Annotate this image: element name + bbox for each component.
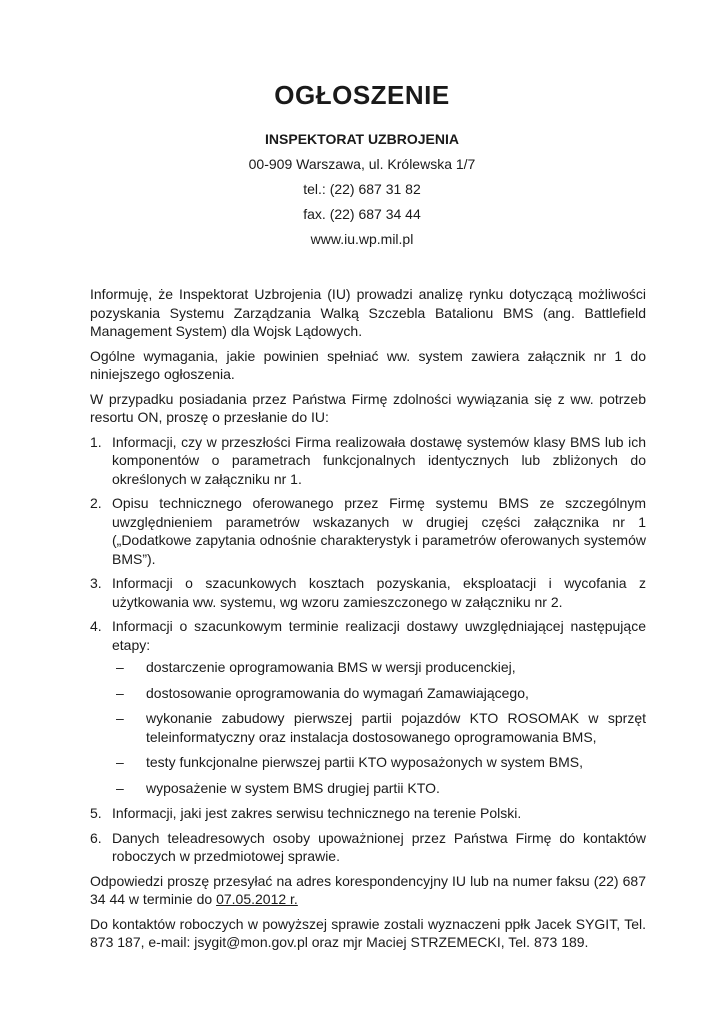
list-item	[90, 574, 646, 611]
dash-bullet: –	[116, 684, 124, 701]
dash-bullet: –	[116, 659, 124, 675]
list-item	[90, 829, 646, 866]
dash-bullet: –	[116, 754, 124, 770]
request-paragraph: W przypadku posiadania przez Państwa Firmę zdolności wywiązania się z ww. potrzeb resortu ON, proszę o przesłanie do IU:	[90, 390, 646, 425]
list-item-number: 2.	[90, 495, 102, 511]
list-item-number: 3.	[90, 575, 102, 591]
sub-list-item	[112, 779, 646, 798]
list-item	[90, 617, 646, 797]
sub-list-item	[112, 753, 646, 772]
sub-list-item-text: dostosowanie oprogramowania do wymagań Zamawiającego,	[146, 684, 529, 701]
document-header	[0, 80, 724, 248]
list-item-text: Informacji o szacunkowym terminie realizacji dostawy uwzględniającej następujące etapy:	[112, 618, 646, 653]
sub-list-item	[112, 658, 646, 677]
organization-name: INSPEKTORAT UZBROJENIA	[265, 131, 459, 147]
organization-fax: fax. (22) 687 34 44	[303, 206, 421, 222]
contacts-paragraph: Do kontaktów roboczych w powyższej sprawie zostali wyznaczeni ppłk Jacek SYGIT, Tel. 873 187, e-mail: jsygit@mon.gov.pl oraz mjr Maciej STRZEMECKI, Tel. 873 189.	[90, 915, 646, 950]
intro-paragraph: Informuję, że Inspektorat Uzbrojenia (IU) prowadzi analizę rynku dotyczącą możliwości pozyskania Systemu Zarządzania Walką Szczebla Batalionu BMS (ang. Battlefield Management System) dla Wojsk Lądowych.	[90, 286, 646, 339]
reply-paragraph	[90, 872, 646, 909]
sub-list-item-text: wyposażenie w system BMS drugiej partii KTO.	[146, 779, 440, 796]
list-item-text: Informacji, czy w przeszłości Firma realizowała dostawę systemów klasy BMS lub ich komponentów o parametrach funkcjonalnych identycznych lub zbliżonych do określonych w załączniku nr 1.	[112, 433, 646, 487]
list-item-number: 6.	[90, 829, 102, 846]
list-item-text: Opisu technicznego oferowanego przez Firmę systemu BMS ze szczególnym uwzględnieniem parametrów wskazanych w drugiej części załącznika nr 1 („Dodatkowe zapytania odnośnie charakterystyk i parametrów oferowanych systemów BMS”).	[112, 495, 646, 567]
list-item-text: Informacji, jaki jest zakres serwisu technicznego na terenie Polski.	[112, 805, 522, 821]
list-item-text: Danych teleadresowych osoby upoważnionej przez Państwa Firmę do kontaktów roboczych w przedmiotowej sprawie.	[112, 829, 646, 864]
list-item	[90, 804, 646, 823]
organization-website: www.iu.wp.mil.pl	[310, 231, 414, 247]
sub-list-item-text: wykonanie zabudowy pierwszej partii pojazdów KTO ROSOMAK w sprzęt teleinformatyczny oraz instalacja dostosowanego oprogramowania BMS,	[146, 710, 646, 745]
dash-bullet: –	[116, 710, 124, 726]
dash-bullet: –	[116, 779, 124, 796]
document-title: OGŁOSZENIE	[274, 80, 450, 110]
list-item	[90, 494, 646, 568]
list-item-number: 4.	[90, 618, 102, 634]
reply-deadline: 07.05.2012 r.	[216, 891, 298, 907]
requirements-paragraph: Ogólne wymagania, jakie powinien spełniać ww. system zawiera załącznik nr 1 do niniejszego ogłoszenia.	[90, 347, 646, 382]
sub-list-item	[112, 709, 646, 746]
document-body	[90, 285, 646, 958]
organization-phone: tel.: (22) 687 31 82	[303, 181, 421, 197]
sub-list-item-text: dostarczenie oprogramowania BMS w wersji producenckiej,	[146, 659, 516, 675]
list-item-number: 1.	[90, 433, 102, 450]
list-item-number: 5.	[90, 805, 102, 821]
sub-list-item-text: testy funkcjonalne pierwszej partii KTO wyposażonych w system BMS,	[146, 754, 584, 770]
list-item	[90, 433, 646, 489]
reply-text: Odpowiedzi proszę przesyłać na adres korespondencyjny IU lub na numer faksu (22) 687 34 44 w terminie do	[90, 872, 646, 907]
sub-list-item	[112, 684, 646, 703]
organization-address: 00-909 Warszawa, ul. Królewska 1/7	[248, 156, 476, 172]
list-item-text: Informacji o szacunkowych kosztach pozyskania, eksploatacji i wycofania z użytkowania ww. systemu, wg wzoru zamieszczonego w załączniku nr 2.	[112, 575, 646, 610]
